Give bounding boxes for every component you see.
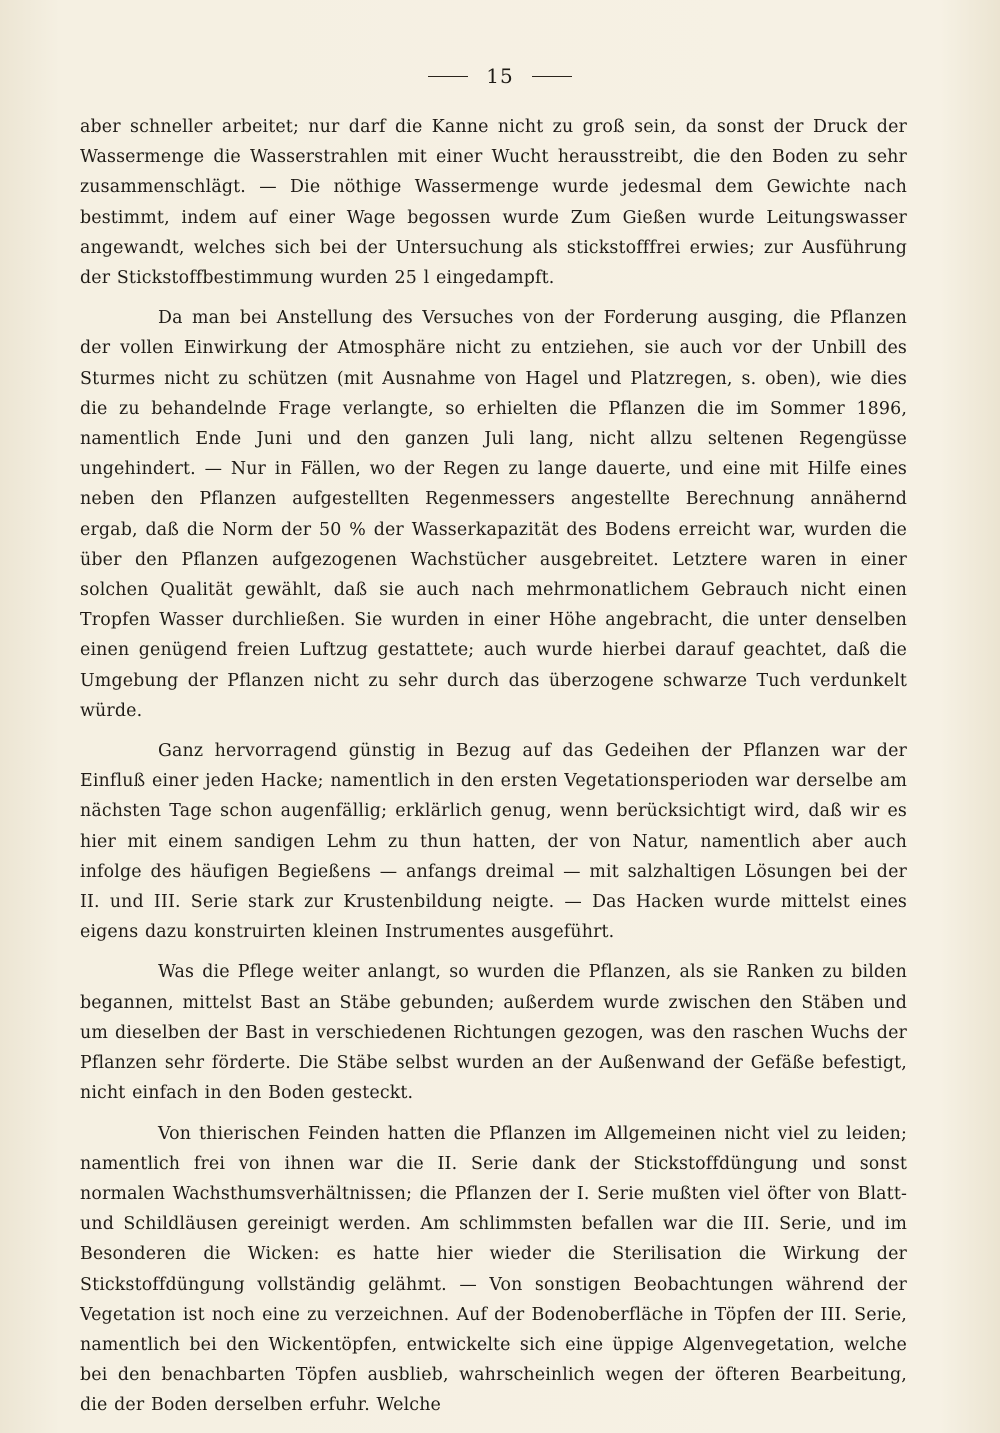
header-rule-left xyxy=(428,76,468,77)
page-body xyxy=(80,112,907,1431)
paragraph-weather-protection: Da man bei Anstellung des Versuches von der Forderung ausging, die Pflanzen der vollen Einwirkung der Atmosphäre nicht zu entziehen, sie auch vor der Unbill des Sturmes nicht zu schützen (mit Ausnahme von Hagel und Platzregen, s. oben), wie dies die zu behandelnde Frage verlangte, so erhielten die Pflanzen die im Sommer 1896, namentlich Ende Juni und den ganzen Juli lang, nicht allzu seltenen Regengüsse ungehindert. — Nur in Fällen, wo der Regen zu lange dauerte, und eine mit Hilfe eines neben den Pflanzen aufgestellten Regenmessers angestellte Berechnung annähernd ergab, daß die Norm der 50 % der Wasserkapazität des Bodens erreicht war, wurden die über den Pflanzen aufgezogenen Wachstücher ausgebreitet. Letztere waren in einer solchen Qualität gewählt, daß sie auch nach mehrmonatlichem Gebrauch nicht einen Tropfen Wasser durchließen. Sie wurden in einer Höhe angebracht, die unter denselben einen genügend freien Luftzug gestattete; auch wurde hierbei darauf geachtet, daß die Umgebung der Pflanzen nicht zu sehr durch das überzogene schwarze Tuch verdunkelt würde. xyxy=(80,308,907,721)
paragraph-pests: Von thierischen Feinden hatten die Pflanzen im Allgemeinen nicht viel zu leiden; namentlich frei von ihnen war die II. Serie dank der Stickstoffdüngung und sonst normalen Wachsthumsverhältnissen; die Pflanzen der I. Serie mußten viel öfter von Blatt- und Schildläusen gereinigt werden. Am schlimmsten befallen war die III. Serie, und im Besonderen die Wicken: es hatte hier wieder die Sterilisation die Wirkung der Stickstoffdüngung vollständig gelähmt. — Von sonstigen Beobachtungen während der Vegetation ist noch eine zu verzeichnen. Auf der Bodenoberfläche in Töpfen der III. Serie, namentlich bei den Wickentöpfen, entwickelte sich eine üppige Algenvegetation, welche bei den benachbarten Töpfen ausblieb, wahrscheinlich wegen der öfteren Bearbeitung, die der Boden derselben erfuhr. Welche xyxy=(80,1123,907,1416)
page-header xyxy=(0,64,1000,88)
paragraph-hoeing: Ganz hervorragend günstig in Bezug auf das Gedeihen der Pflanzen war der Einfluß einer jeden Hacke; namentlich in den ersten Vegetationsperioden war derselbe am nächsten Tage schon augenfällig; erklärlich genug, wenn berücksichtigt wird, daß wir es hier mit einem sandigen Lehm zu thun hatten, der von Natur, namentlich aber auch infolge des häufigen Begießens — anfangs dreimal — mit salzhaltigen Lösungen bei der II. und III. Serie stark zur Krustenbildung neigte. — Das Hacken wurde mittelst eines eigens dazu konstruirten kleinen Instrumentes ausgeführt. xyxy=(80,741,907,943)
paragraph-plant-care: Was die Pflege weiter anlangt, so wurden die Pflanzen, als sie Ranken zu bilden begannen, mittelst Bast an Stäbe gebunden; außerdem wurde zwischen den Stäben und um dieselben der Bast in verschiedenen Richtungen gezogen, was den raschen Wuchs der Pflanzen sehr förderte. Die Stäbe selbst wurden an der Außenwand der Gefäße befestigt, nicht einfach in den Boden gesteckt. xyxy=(80,962,907,1104)
paragraph-continuation: aber schneller arbeitet; nur darf die Kanne nicht zu groß sein, da sonst der Druck der Wassermenge die Wasserstrahlen mit einer Wucht herausstreibt, die den Boden zu sehr zusammenschlägt. — Die nöthige Wassermenge wurde jedesmal dem Gewichte nach bestimmt, indem auf einer Wage begossen wurde Zum Gießen wurde Leitungswasser angewandt, welches sich bei der Untersuchung als stickstofffrei erwies; zur Ausführung der Stickstoffbestimmung wurden 25 l eingedampft. xyxy=(80,117,907,289)
page-number: 15 xyxy=(486,64,514,88)
header-rule-right xyxy=(532,76,572,77)
